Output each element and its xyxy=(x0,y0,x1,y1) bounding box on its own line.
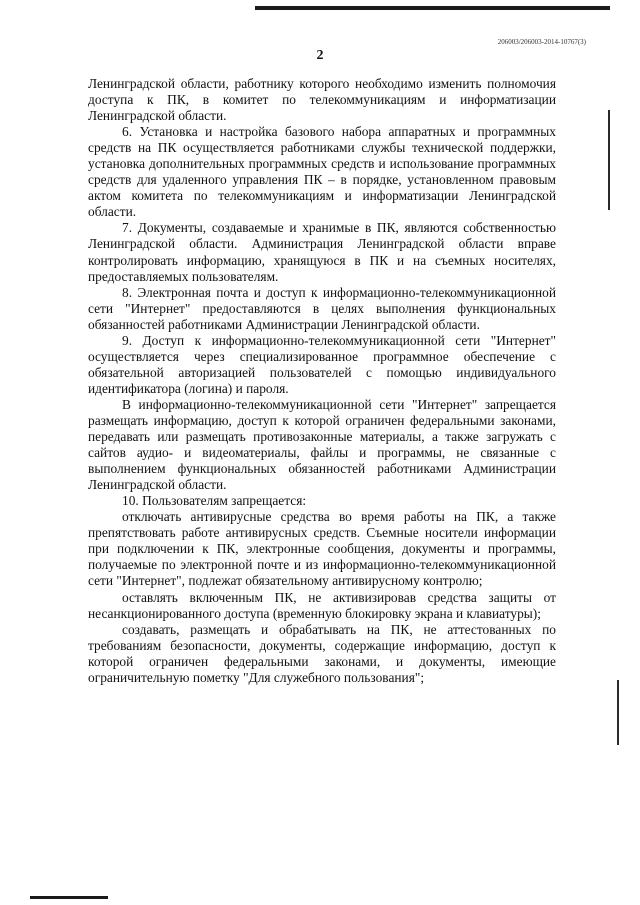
scan-artifact-right-mark-lower xyxy=(617,680,619,745)
paragraph-item-8: 8. Электронная почта и доступ к информационно-телекоммуникационной сети "Интернет" предоставляются в целях выполнения функциональных обязанностей работниками Администрации Ленинградской области. xyxy=(88,284,556,332)
paragraph-antivirus-rule: отключать антивирусные средства во время работы на ПК, а также препятствовать работе антивирусных средств. Съемные носители информации при подключении к ПК, электронные сообщения, документы и программы, получаемые по электронной почте и из информационно-телекоммуникационной сети "Интернет", подлежат обязательному антивирусному контролю; xyxy=(88,509,556,589)
scan-artifact-right-mark xyxy=(608,110,610,210)
paragraph-item-7: 7. Документы, создаваемые и хранимые в ПК, являются собственностью Ленинградской области. Администрация Ленинградской области вправе контролировать информацию, хранящуюся в ПК и на съемных носителях, предоставляемых пользователям. xyxy=(88,220,556,284)
paragraph-continuation: Ленинградской области, работнику которого необходимо изменить полномочия доступа к ПК, в комитет по телекоммуникациям и информатизации Ленинградской области. xyxy=(88,76,556,124)
document-reference-number: 206003/206003-2014-10767(3) xyxy=(497,38,586,46)
paragraph-restricted-docs-rule: создавать, размещать и обрабатывать на ПК, не аттестованных по требованиям безопасности, документы, содержащие информацию, доступ к которой ограничен федеральными законами, и документы, имеющие ограничительную пометку "Для служебного пользования"; xyxy=(88,621,556,685)
document-body xyxy=(88,76,556,686)
scan-artifact-top-line xyxy=(255,6,610,10)
scan-artifact-bottom-line xyxy=(30,896,108,899)
paragraph-item-10: 10. Пользователям запрещается: xyxy=(122,493,307,509)
paragraph-screen-lock-rule: оставлять включенным ПК, не активизировав средства защиты от несанкционированного доступа (временную блокировку экрана и клавиатуры); xyxy=(88,589,556,621)
paragraph-internet-restrictions: В информационно-телекоммуникационной сети "Интернет" запрещается размещать информацию, доступ к которой ограничен федеральными законами, передавать или размещать противозаконные материалы, а также загружать с сайтов аудио- и видеоматериалы, файлы и программы, не связанные с выполнением функциональных обязанностей работниками Администрации Ленинградской области. xyxy=(88,396,556,493)
paragraph-item-9: 9. Доступ к информационно-телекоммуникационной сети "Интернет" осуществляется через специализированное программное обеспечение с обязательной авторизацией пользователей с помощью индивидуального идентификатора (логина) и пароля. xyxy=(88,332,556,396)
page-number: 2 xyxy=(316,48,324,63)
paragraph-item-6: 6. Установка и настройка базового набора аппаратных и программных средств на ПК осуществляется работниками службы технической поддержки, установка дополнительных программных средств и использование программных средств для удаленного управления ПК – в порядке, установленном правовым актом комитета по телекоммуникациям и информатизации Ленинградской области. xyxy=(88,124,556,220)
